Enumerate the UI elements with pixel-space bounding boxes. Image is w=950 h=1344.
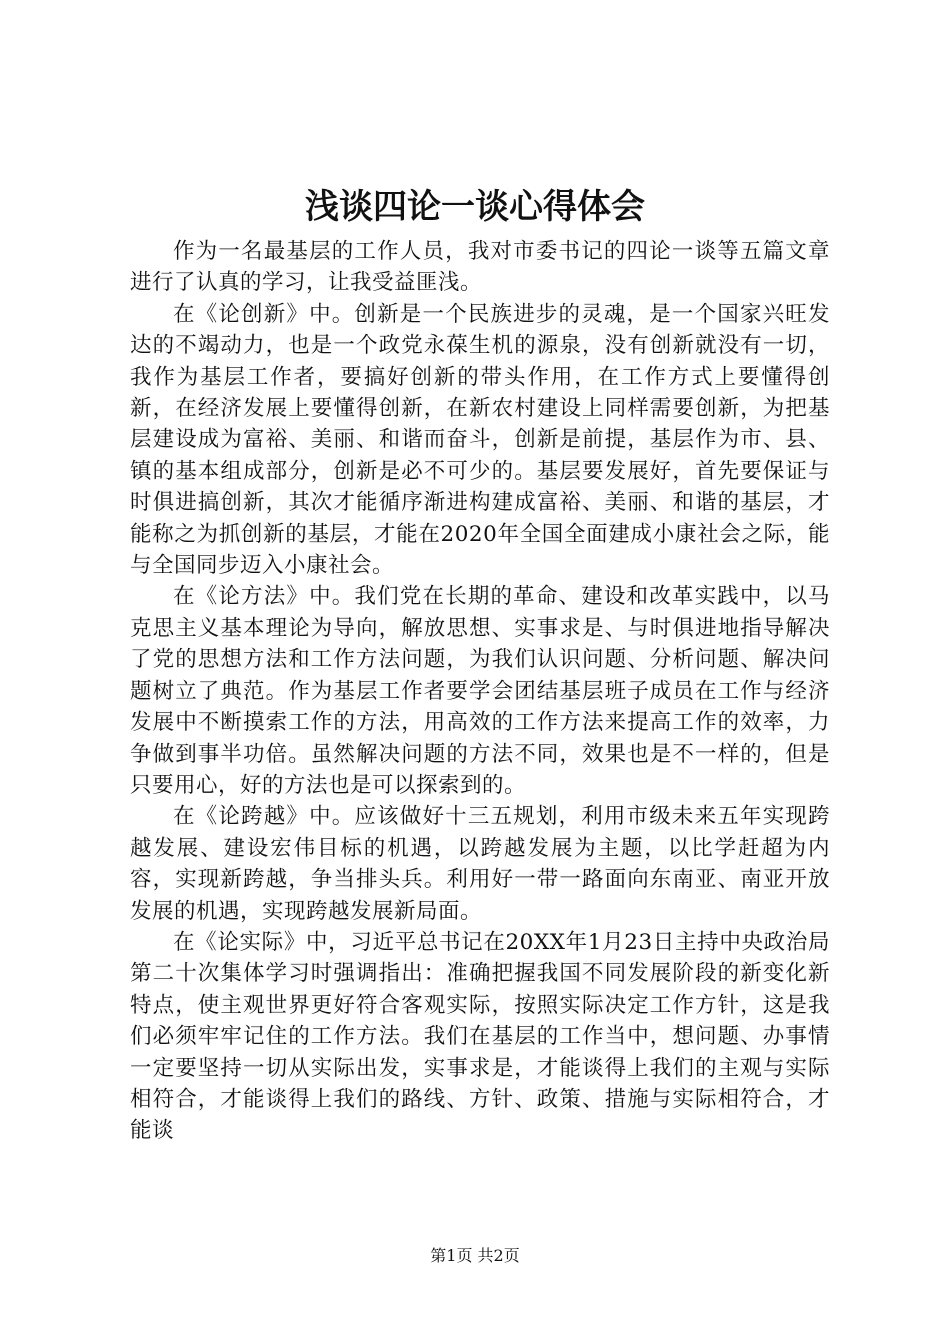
page-number-footer: 第1页 共2页 [430,1246,520,1265]
paragraph-intro: 作为一名最基层的工作人员，我对市委书记的四论一谈等五篇文章进行了认真的学习，让我受益匪浅。 [130,239,830,296]
paragraph-innovation: 在《论创新》中。创新是一个民族进步的灵魂，是一个国家兴旺发达的不竭动力，也是一个政党永葆生机的源泉，没有创新就没有一切，我作为基层工作者，要搞好创新的带头作用，在工作方式上要懂得创新，在经济发展上要懂得创新，在新农村建设上同样需要创新，为把基层建设成为富裕、美丽、和谐而奋斗，创新是前提，基层作为市、县、镇的基本组成部分，创新是必不可少的。基层要发展好，首先要保证与时俱进搞创新，其次才能循序渐进构建成富裕、美丽、和谐的基层，才能称之为抓创新的基层，才能在2020年全国全面建成小康社会之际，能与全国同步迈入小康社会。 [130,301,830,579]
paragraph-leap: 在《论跨越》中。应该做好十三五规划，利用市级未来五年实现跨越发展、建设宏伟目标的机遇，以跨越发展为主题，以比学赶超为内容，实现新跨越，争当排头兵。利用好一带一路面向东南亚、南亚开放发展的机遇，实现跨越发展新局面。 [130,804,830,924]
paragraph-reality: 在《论实际》中，习近平总书记在20XX年1月23日主持中央政治局第二十次集体学习时强调指出：准确把握我国不同发展阶段的新变化新特点，使主观世界更好符合客观实际，按照实际决定工作方针，这是我们必须牢牢记住的工作方法。我们在基层的工作当中，想问题、办事情一定要坚持一切从实际出发，实事求是，才能谈得上我们的主观与实际相符合，才能谈得上我们的路线、方针、政策、措施与实际相符合，才能谈 [130,929,830,1144]
paragraph-method: 在《论方法》中。我们党在长期的革命、建设和改革实践中，以马克思主义基本理论为导向，解放思想、实事求是、与时俱进地指导解决了党的思想方法和工作方法问题，为我们认识问题、分析问题、解决问题树立了典范。作为基层工作者要学会团结基层班子成员在工作与经济发展中不断摸索工作的方法，用高效的工作方法来提高工作的效率，力争做到事半功倍。虽然解决问题的方法不同，效果也是不一样的，但是只要用心，好的方法也是可以探索到的。 [130,584,830,798]
document-body [130,236,830,1147]
page-title: 浅谈四论一谈心得体会 [305,187,645,227]
